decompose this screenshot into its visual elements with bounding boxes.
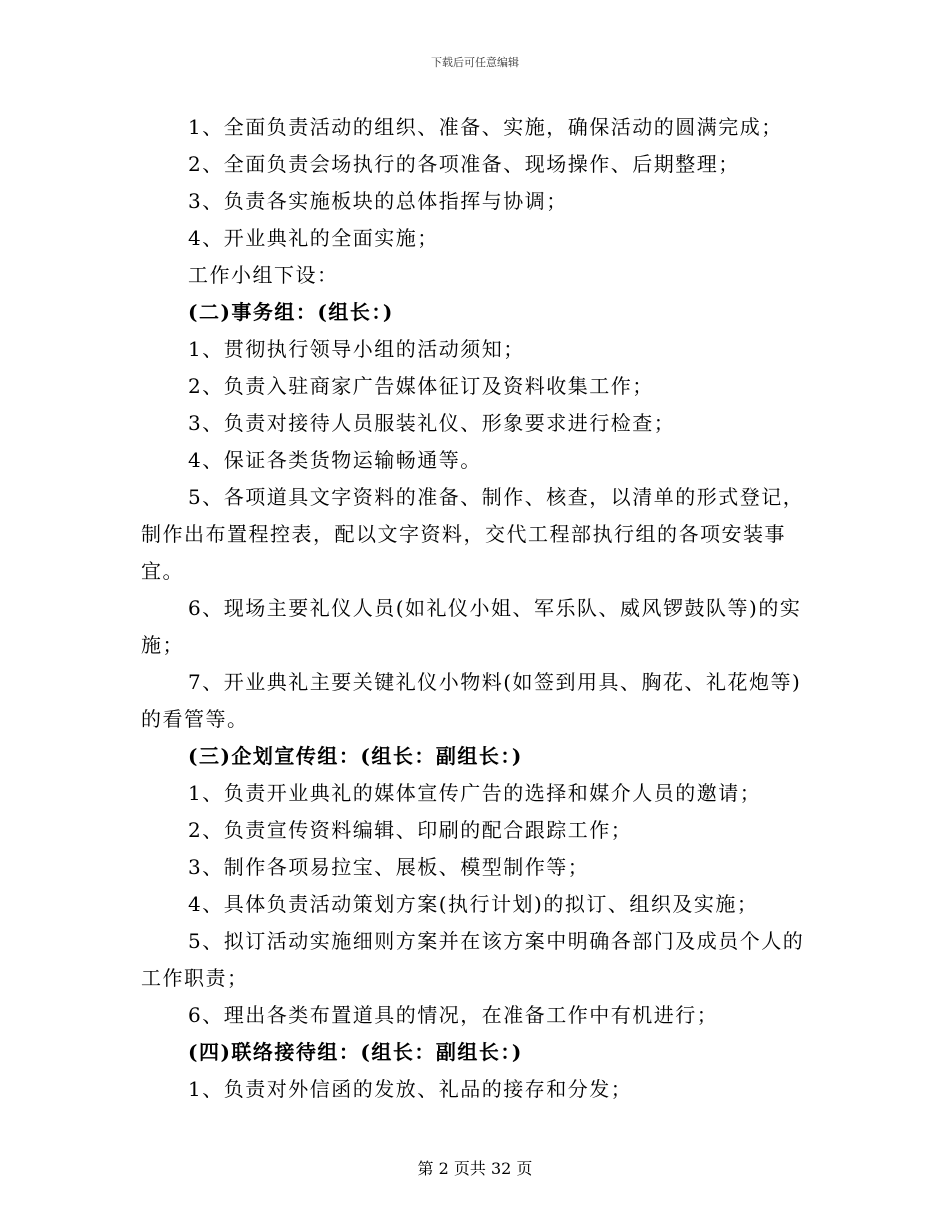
paragraph-line: 5、各项道具文字资料的准备、制作、核查，以清单的形式登记， — [188, 485, 805, 509]
paragraph-line: 1、贯彻执行领导小组的活动须知； — [188, 337, 525, 361]
paragraph-line: 1、负责开业典礼的媒体宣传广告的选择和媒介人员的邀请； — [188, 781, 762, 805]
paragraph-line: 7、开业典礼主要关键礼仪小物料(如签到用具、胸花、礼花炮等) — [188, 670, 802, 694]
section-heading: (四)联络接待组：(组长：副组长：) — [188, 1040, 523, 1064]
paragraph-line: 工作小组下设： — [188, 263, 339, 287]
paragraph-line: 6、理出各类布置道具的情况，在准备工作中有机进行； — [188, 1003, 719, 1027]
paragraph-line: 施； — [141, 633, 184, 657]
paragraph-line: 工作职责； — [141, 966, 249, 990]
section-heading: (二)事务组：(组长：) — [188, 300, 394, 324]
paragraph-line: 5、拟订活动实施细则方案并在该方案中明确各部门及成员个人的 — [188, 929, 805, 953]
paragraph-line: 3、制作各项易拉宝、展板、模型制作等； — [188, 855, 590, 879]
paragraph-line: 的看管等。 — [141, 707, 249, 731]
paragraph-line: 4、具体负责活动策划方案(执行计划)的拟订、组织及实施； — [188, 892, 759, 916]
paragraph-line: 4、保证各类货物运输畅通等。 — [188, 448, 482, 472]
page-header: 下载后可任意编辑 — [431, 56, 519, 69]
page-footer: 第 2 页共 32 页 — [417, 1159, 533, 1178]
section-heading: (三)企划宣传组：(组长：副组长：) — [188, 744, 523, 768]
paragraph-line: 宜。 — [141, 559, 184, 583]
paragraph-line: 3、负责各实施板块的总体指挥与协调； — [188, 189, 568, 213]
paragraph-line: 制作出布置程控表，配以文字资料，交代工程部执行组的各项安装事 — [141, 522, 786, 546]
paragraph-line: 4、开业典礼的全面实施； — [188, 226, 439, 250]
paragraph-line: 2、负责宣传资料编辑、印刷的配合跟踪工作； — [188, 818, 633, 842]
paragraph-line: 3、负责对接待人员服装礼仪、形象要求进行检查； — [188, 411, 676, 435]
paragraph-line: 1、负责对外信函的发放、礼品的接存和分发； — [188, 1077, 633, 1101]
paragraph-line: 6、现场主要礼仪人员(如礼仪小姐、军乐队、威风锣鼓队等)的实 — [188, 596, 802, 620]
paragraph-line: 2、负责入驻商家广告媒体征订及资料收集工作； — [188, 374, 654, 398]
document-body — [141, 109, 813, 1108]
paragraph-line: 1、全面负责活动的组织、准备、实施，确保活动的圆满完成； — [188, 115, 783, 139]
paragraph-line: 2、全面负责会场执行的各项准备、现场操作、后期整理； — [188, 152, 740, 176]
